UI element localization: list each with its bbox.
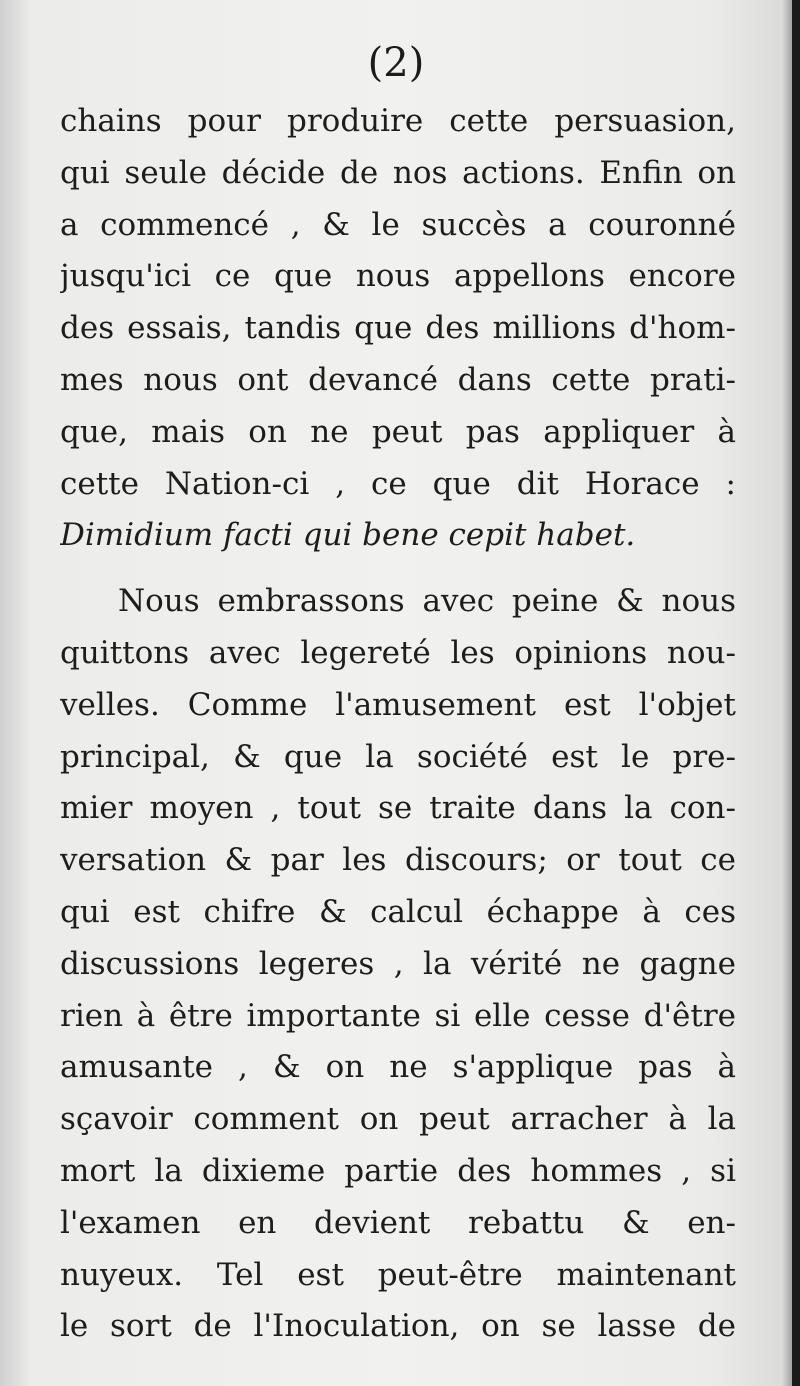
text-line: l'examen en devient rebattu & en-: [60, 1204, 736, 1241]
text-line: qui seule décide de nos actions. Enfin on: [60, 154, 736, 191]
text-line: Nous embrassons avec peine & nous: [118, 583, 736, 620]
text-line: sçavoir comment on peut arracher à la: [60, 1101, 736, 1138]
text-line: nuyeux. Tel est peut-être maintenant: [60, 1256, 736, 1293]
text-line: mort la dixieme partie des hommes , si: [60, 1152, 736, 1189]
text-line: mier moyen , tout se traite dans la con-: [60, 790, 736, 827]
text-line: a commencé , & le succès a couronné: [60, 206, 736, 243]
text-line: que, mais on ne peut pas appliquer à: [60, 413, 736, 450]
text-line: mes nous ont devancé dans cette prati-: [60, 361, 736, 398]
text-line: versation & par les discours; or tout ce: [60, 842, 736, 879]
text-line: amusante , & on ne s'applique pas à: [60, 1049, 736, 1086]
text-line: quittons avec legereté les opinions nou-: [60, 634, 736, 671]
text-line: velles. Comme l'amusement est l'objet: [60, 686, 736, 723]
text-line: des essais, tandis que des millions d'hom-: [60, 310, 736, 347]
body-text: [60, 96, 736, 1353]
text-line: rien à être importante si elle cesse d'être: [60, 997, 736, 1034]
text-line: principal, & que la société est le pre-: [60, 738, 736, 775]
text-line: le sort de l'Inoculation, on se lasse de: [60, 1308, 736, 1345]
text-line: cette Nation-ci , ce que dit Horace :: [60, 465, 736, 502]
text-line: discussions legeres , la vérité ne gagne: [60, 945, 736, 982]
paragraph-1: [60, 96, 736, 562]
text-line: jusqu'ici ce que nous appellons encore: [60, 258, 736, 295]
text-line: qui est chifre & calcul échappe à ces: [60, 893, 736, 930]
latin-quote: Dimidium facti qui bene cepit habet.: [60, 517, 636, 554]
paragraph-2: [60, 576, 736, 1353]
page-number: (2): [367, 40, 425, 86]
text-line: chains pour produire cette persuasion,: [60, 103, 736, 139]
